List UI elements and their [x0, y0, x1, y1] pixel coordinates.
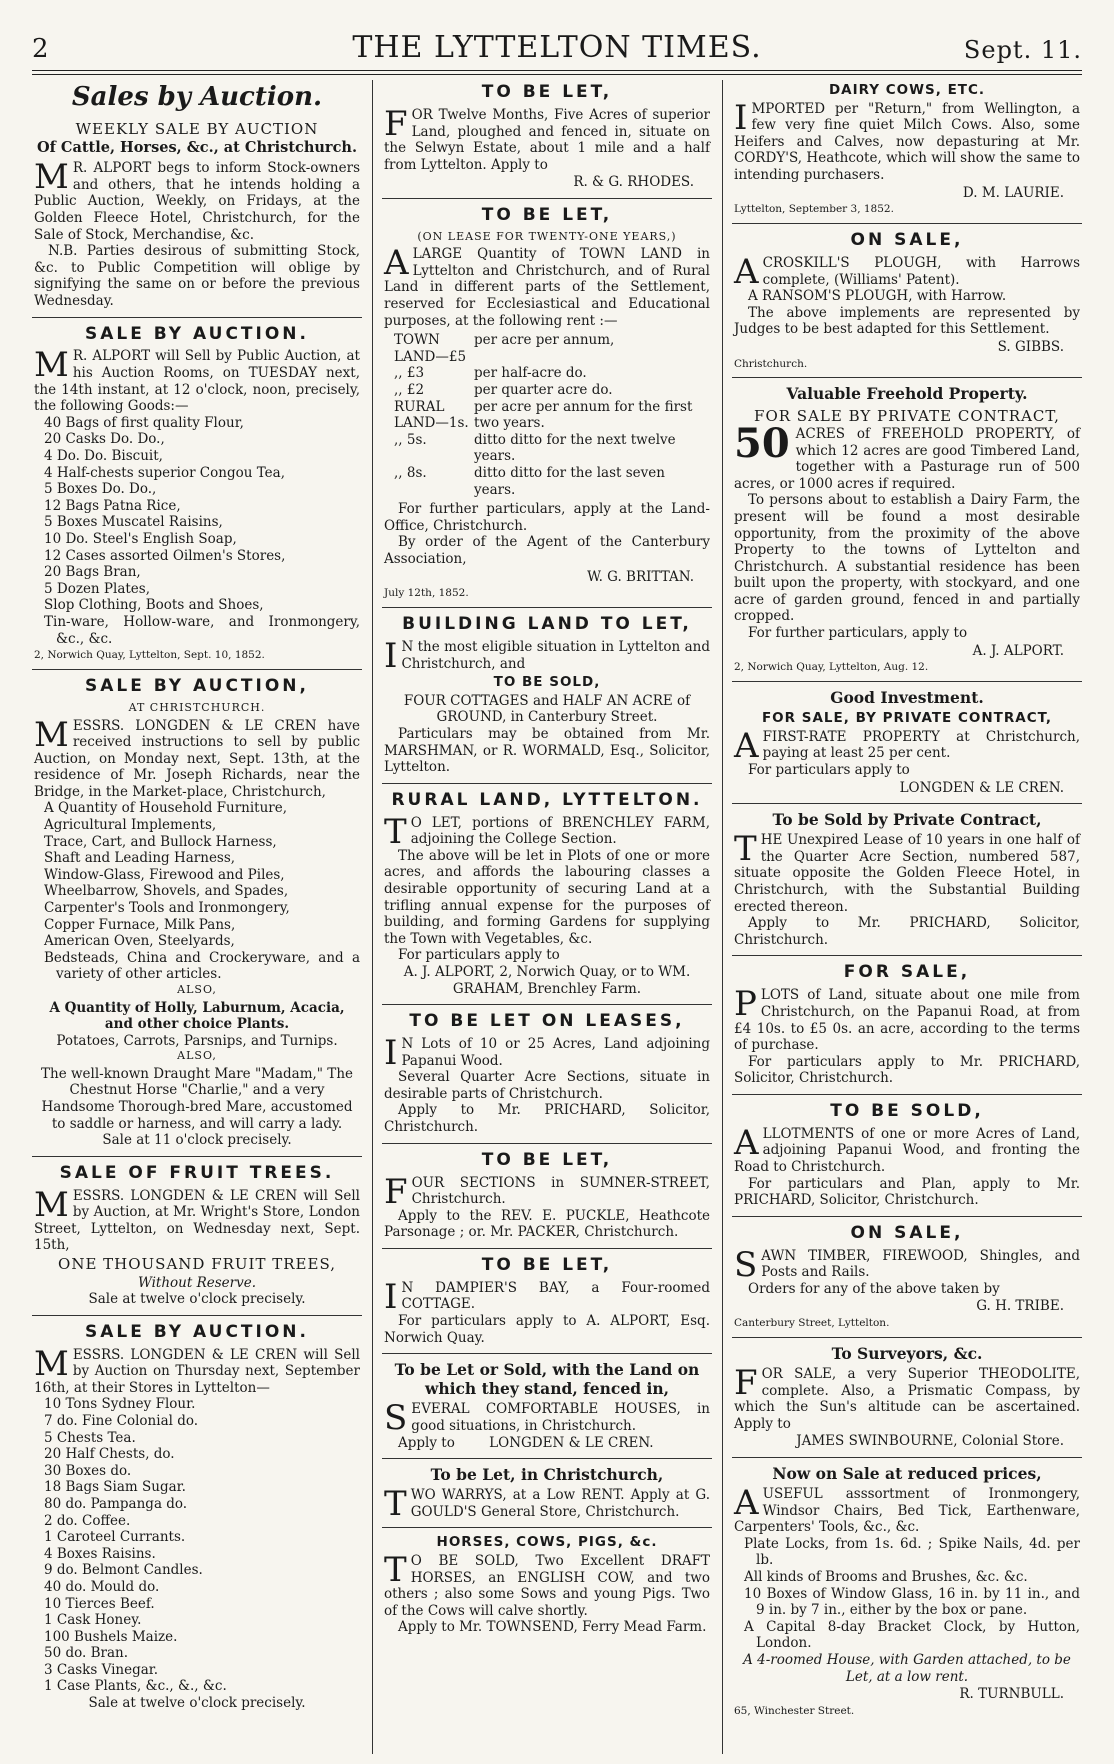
- ad-headline: ONE THOUSAND FRUIT TREES,: [58, 1255, 336, 1274]
- ad-body-3: The above implements are represented by Judges to be best adapted for this Settlement.: [734, 304, 1080, 338]
- list-item: 40 do. Mould do.: [44, 1578, 160, 1595]
- ad-apply: For particulars and Plan, apply to Mr. PRICHARD, Solicitor, Christchurch.: [734, 1175, 1080, 1209]
- ad-apply: For particulars apply to: [398, 947, 560, 964]
- ad-body: ACROSKILL'S PLOUGH, with Harrows complete, (Williams' Patent).: [734, 251, 1080, 292]
- ad-apply: Apply to Mr. PRICHARD, Solicitor, Christchurch.: [734, 915, 1080, 948]
- divider: [732, 223, 1082, 224]
- ad-body: FOR SALE, a very Superior THEODOLITE, complete. Also, a Prismatic Compass, by which the Sun's altitude can be ascertained. Apply to: [734, 1363, 1080, 1432]
- list-item: Copper Furnace, Milk Pans,: [44, 916, 236, 933]
- column-divider: [722, 80, 723, 1754]
- divider: [382, 1353, 712, 1354]
- ad-title: Good Investment.: [830, 688, 984, 708]
- ad-rural-land: [384, 790, 710, 997]
- ad-further: For further particulars, apply at the Land-Office, Christchurch.: [384, 501, 710, 534]
- ad-title: To be Let, in Christchurch,: [430, 1465, 664, 1485]
- ad-for-sale-plots: [734, 962, 1080, 1086]
- ad-title: To be Let or Sold, with the Land on which they stand, fenced in,: [394, 1360, 700, 1399]
- list-item: 12 Bags Patna Rice,: [44, 497, 181, 514]
- ad-signature: D. M. LAURIE.: [962, 184, 1064, 201]
- list-item: 7 do. Fine Colonial do.: [44, 1412, 199, 1429]
- rent-label: RURAL LAND—1s.: [394, 398, 469, 432]
- ad-signature: LONGDEN & LE CREN.: [489, 1434, 654, 1451]
- ad-body: THE Unexpired Lease of 10 years in one half of the Quarter Acre Section, numbered 587, situate opposite the Golden Fleece Hotel, in Christchurch, with the Substantial Building erected thereon.: [734, 829, 1080, 915]
- ad-footer: Canterbury Street, Lyttelton.: [734, 1317, 890, 1330]
- ad-title: TO BE LET,: [481, 1149, 613, 1170]
- divider: [32, 669, 362, 670]
- ad-to-be-let-selwyn: [384, 82, 710, 191]
- ad-signature: R. TURNBULL.: [959, 1686, 1064, 1703]
- list-item: A Quantity of Household Furniture,: [44, 800, 288, 817]
- divider: [382, 607, 712, 608]
- ad-let-on-leases: [384, 1011, 710, 1135]
- rent-value: ditto ditto for the next twelve years.: [474, 431, 676, 465]
- divider: [732, 1457, 1082, 1458]
- list-item: Agricultural Implements,: [44, 817, 217, 834]
- ad-apply-label: Apply to: [398, 1434, 455, 1451]
- list-item: American Oven, Steelyards,: [44, 933, 235, 950]
- ad-sale-by-auction-christchurch: [34, 676, 360, 1149]
- list-item: 10 Boxes of Window Glass, 16 in. by 11 in., and 9 in. by 7 in., either by the box or pane.: [744, 1585, 1080, 1619]
- ad-private-contract: [734, 810, 1080, 948]
- list-item: 20 Half Chests, do.: [44, 1446, 175, 1463]
- rent-value: per quarter acre do.: [474, 382, 613, 399]
- rent-row: [394, 332, 710, 365]
- ad-body: [734, 419, 1080, 492]
- ad-apply: For particulars apply to Mr. PRICHARD, Solicitor, Christchurch.: [734, 1053, 1080, 1087]
- ad-subtitle: Of Cattle, Horses, &c., at Christchurch.: [36, 139, 357, 157]
- list-item: 2 do. Coffee.: [44, 1512, 131, 1529]
- divider: [732, 1094, 1082, 1095]
- ad-houses: [384, 1360, 710, 1451]
- ad-title: TO BE LET,: [481, 204, 613, 225]
- ad-building-land: [384, 614, 710, 776]
- ad-title: TO BE SOLD,: [830, 1100, 984, 1121]
- ad-body: TO LET, portions of BRENCHLEY FARM, adjoining the College Section.: [384, 811, 710, 852]
- list-item: Wheelbarrow, Shovels, and Spades,: [44, 883, 289, 900]
- ad-body: MR. ALPORT will Sell by Public Auction, at his Auction Rooms, on TUESDAY next, the 14th instant, at 12 o'clock, noon, precisely, the following Goods:—: [34, 345, 360, 415]
- rent-row: [394, 432, 710, 465]
- ad-body: IN Lots of 10 or 25 Acres, Land adjoining Papanui Wood.: [384, 1033, 710, 1074]
- list-item: 5 Chests Tea.: [44, 1429, 136, 1446]
- list-item: 5 Boxes Muscatel Raisins,: [44, 514, 223, 531]
- list-item: 1 Cask Honey.: [44, 1612, 142, 1629]
- ad-body: MESSRS. LONGDEN & LE CREN will Sell by Auction, at Mr. Wright's Store, London Street, Lyttelton, on Wednesday next, Sept. 15th,: [34, 1184, 360, 1254]
- column-1: [32, 80, 362, 1756]
- masthead-rule: [32, 70, 1082, 71]
- column-2: [382, 80, 712, 1756]
- ad-title: BUILDING LAND TO LET,: [402, 614, 692, 635]
- list-item: 5 Dozen Plates,: [44, 580, 151, 597]
- ad-plough: [734, 230, 1080, 370]
- ad-order: By order of the Agent of the Canterbury Association,: [384, 534, 710, 567]
- ad-title: ON SALE,: [850, 1222, 964, 1243]
- ad-signature: JAMES SWINBOURNE, Colonial Store.: [796, 1433, 1064, 1450]
- list-item: 80 do. Pampanga do.: [44, 1495, 188, 1512]
- ad-body-2: The above will be let in Plots of one or more acres, and affords the labouring classes a desirable opportunity of securing Land at a trifling annual expense for the purposes of building, and forming Gardens for supplying the Town with Vegetables, &c.: [384, 847, 710, 947]
- divider: [732, 1337, 1082, 1338]
- ad-time: Sale at 11 o'clock precisely.: [102, 1132, 292, 1149]
- rent-value: per acre per annum,: [474, 332, 615, 349]
- ad-warrys: [384, 1465, 710, 1525]
- rent-label: ,, 5s.: [394, 431, 427, 448]
- also-label: ALSO,: [177, 983, 217, 996]
- ad-title: To be Sold by Private Contract,: [772, 810, 1042, 830]
- list-item: 9 do. Belmont Candles.: [44, 1562, 203, 1579]
- ad-horses: The well-known Draught Mare "Madam," The Chestnut Horse "Charlie," and a very Handsome Thorough-bred Mare, accustomed to saddle or harness, and will carry a lady.: [41, 1065, 353, 1132]
- ad-fruit-trees: [34, 1163, 360, 1308]
- ad-title: SALE OF FRUIT TREES.: [59, 1162, 335, 1183]
- list-item: Trace, Cart, and Bullock Harness,: [44, 833, 277, 850]
- ad-sawn-timber: [734, 1223, 1080, 1330]
- ad-weekly-sale: [34, 120, 360, 310]
- ad-body: MESSRS. LONGDEN & LE CREN have received instructions to sell by public Auction, on Monday next, Sept. 13th, at the residence of Mr. Joseph Richards, near the Bridge, in the Market-place, Christchurch,: [34, 714, 360, 800]
- ad-cottages: FOUR COTTAGES and HALF AN ACRE of GROUND, in Canterbury Street.: [403, 692, 691, 726]
- ad-sale-by-auction-alport: [34, 324, 360, 663]
- ad-body-2: Several Quarter Acre Sections, situate in desirable parts of Christchurch.: [384, 1069, 710, 1102]
- ad-signature: W. G. BRITTAN.: [587, 568, 694, 585]
- list-item: Slop Clothing, Boots and Shoes,: [44, 597, 264, 614]
- ad-body: FOR Twelve Months, Five Acres of superior Land, ploughed and fenced in, situate on the Selwyn Estate, about 1 mile and a half from Lyttelton. Apply to: [384, 103, 710, 173]
- ad-signature: R. & G. RHODES.: [573, 174, 694, 191]
- rent-row: [394, 382, 710, 399]
- ad-surveyors: [734, 1344, 1080, 1450]
- ad-sumner-street: [384, 1150, 710, 1241]
- masthead-rule-2: [32, 74, 1082, 75]
- column-3: [732, 80, 1082, 1756]
- list-item: 10 Do. Steel's English Soap,: [44, 531, 237, 548]
- ad-freehold-property: [734, 384, 1080, 674]
- list-item: 10 Tons Sydney Flour.: [44, 1396, 196, 1413]
- divider: [32, 1315, 362, 1316]
- section-heading: Sales by Auction.: [71, 82, 323, 112]
- ad-signature: A. J. ALPORT.: [972, 642, 1064, 659]
- list-item: 1 Case Plants, &c., &., &c.: [44, 1678, 227, 1695]
- also-label: ALSO,: [177, 1049, 217, 1063]
- ad-title: TO BE LET,: [481, 1254, 613, 1275]
- list-item: 30 Boxes do.: [44, 1462, 132, 1479]
- page-number: 2: [32, 34, 49, 64]
- ad-place: AT CHRISTCHURCH.: [128, 700, 266, 714]
- ad-subtitle: TO BE SOLD,: [493, 674, 601, 691]
- ad-apply: Apply to Mr. PRICHARD, Solicitor, Christchurch.: [384, 1102, 710, 1136]
- list-item: 40 Bags of first quality Flour,: [44, 414, 244, 431]
- list-item: 100 Bushels Maize.: [44, 1628, 178, 1645]
- ad-body: IN the most eligible situation in Lyttelton and Christchurch, and: [384, 635, 710, 676]
- rent-label: ,, £2: [394, 382, 425, 399]
- ad-body: AFIRST-RATE PROPERTY at Christchurch, paying at least 25 per cent.: [734, 725, 1080, 766]
- list-item: 20 Bags Bran,: [44, 564, 141, 581]
- ad-title: ON SALE,: [850, 230, 964, 251]
- list-item: 12 Cases assorted Oilmen's Stores,: [44, 547, 286, 564]
- ad-title: HORSES, COWS, PIGS, &c.: [436, 1534, 658, 1551]
- divider: [32, 317, 362, 318]
- ad-house: A 4-roomed House, with Garden attached, to be Let, at a low rent.: [743, 1651, 1071, 1685]
- list-item: Bedsteads, China and Crockeryware, and a variety of other articles.: [44, 949, 360, 983]
- ad-time: Sale at twelve o'clock precisely.: [88, 1695, 306, 1712]
- ad-title: Now on Sale at reduced prices,: [772, 1463, 1042, 1483]
- list-item: 20 Casks Do. Do.,: [44, 431, 165, 448]
- divider: [382, 783, 712, 784]
- ad-title: FOR SALE,: [843, 962, 971, 983]
- rent-label: ,, 8s.: [394, 465, 427, 482]
- ad-footer: 2, Norwich Quay, Lyttelton, Aug. 12.: [734, 661, 929, 674]
- ad-body: MR. ALPORT begs to inform Stock-owners and others, that he intends holding a Public Auction, Weekly, on Fridays, at the Golden Fleece Hotel, Christchurch, for the Sale of Stock, Merchandise, &c.: [34, 157, 360, 243]
- ad-apply: Apply to the REV. E. PUCKLE, Heathcote Parsonage ; or. Mr. PACKER, Christchurch.: [384, 1207, 710, 1241]
- list-item: Tin-ware, Hollow-ware, and Ironmongery, &c., &c.: [44, 613, 360, 647]
- list-item: 5 Boxes Do. Do.,: [44, 481, 157, 498]
- divider: [732, 803, 1082, 804]
- ad-plants: A Quantity of Holly, Laburnum, Acacia, and other choice Plants.: [49, 999, 345, 1033]
- rent-value: ditto ditto for the last seven years.: [474, 465, 665, 498]
- ad-body: SAWN TIMBER, FIREWOOD, Shingles, and Posts and Rails.: [734, 1244, 1080, 1285]
- rent-row: [394, 399, 710, 432]
- divider: [382, 1527, 712, 1528]
- ad-vegetables: Potatoes, Carrots, Parsnips, and Turnips.: [56, 1032, 338, 1049]
- ad-signature: S. GIBBS.: [997, 338, 1064, 355]
- ad-dampiers-bay: [384, 1255, 710, 1346]
- rent-value: per half-acre do.: [474, 365, 587, 382]
- ad-allotments: [734, 1101, 1080, 1209]
- ad-sale-by-auction-stores: [34, 1322, 360, 1712]
- ad-body: ALLOTMENTS of one or more Acres of Land, adjoining Papanui Wood, and fronting the Road to Christchurch.: [734, 1122, 1080, 1175]
- divider: [732, 955, 1082, 956]
- ad-body-text: ACRES of FREEHOLD PROPERTY, of which 12 acres are good Timbered Land, together with a Pasturage run of 500 acres, or 1000 acres if required.: [734, 425, 1080, 492]
- ad-signature: LONGDEN & LE CREN.: [899, 779, 1064, 796]
- ad-title: RURAL LAND, LYTTELTON.: [391, 789, 703, 810]
- ad-body: MESSRS. LONGDEN & LE CREN will Sell by Auction on Thursday next, September 16th, at their Stores in Lyttelton—: [34, 1343, 360, 1396]
- divider: [732, 681, 1082, 682]
- ad-dairy-cows: [734, 82, 1080, 216]
- ad-reserve: Without Reserve.: [137, 1274, 257, 1291]
- ad-subtitle: FOR SALE BY PRIVATE CONTRACT,: [754, 406, 1060, 425]
- ad-title: To Surveyors, &c.: [831, 1343, 983, 1363]
- list-item: 3 Casks Vinegar.: [44, 1661, 159, 1678]
- ad-subtitle: (ON LEASE FOR TWENTY-ONE YEARS,): [417, 229, 677, 243]
- ad-title: WEEKLY SALE BY AUCTION: [75, 119, 319, 138]
- list-item: Window-Glass, Firewood and Piles,: [44, 866, 285, 883]
- ad-body: TO BE SOLD, Two Excellent DRAFT HORSES, an ENGLISH COW, and two others ; also some Sows and young Pigs. Two of the Cows will calve shortly.: [384, 1549, 710, 1619]
- ad-body: IN DAMPIER'S BAY, a Four-roomed COTTAGE.: [384, 1276, 710, 1317]
- divider: [32, 1156, 362, 1157]
- list-item: 18 Bags Siam Sugar.: [44, 1479, 186, 1496]
- ad-to-be-let-lease: [384, 205, 710, 600]
- ad-subtitle: FOR SALE, BY PRIVATE CONTRACT,: [761, 710, 1053, 727]
- ad-footer: 65, Winchester Street.: [734, 1704, 855, 1717]
- list-item: Plate Locks, from 1s. 6d. ; Spike Nails, 4d. per lb.: [744, 1535, 1080, 1569]
- ad-title: SALE BY AUCTION.: [85, 1321, 309, 1342]
- divider: [382, 1248, 712, 1249]
- ad-title: TO BE LET,: [481, 82, 613, 102]
- ad-title: Valuable Freehold Property.: [786, 384, 1028, 404]
- ad-ironmongery: [734, 1464, 1080, 1718]
- ad-body-2: To persons about to establish a Dairy Farm, the present will be found a most desirable opportunity, from the proximity of the above Property to the towns of Lyttelton and Christchurch. A substantial residence has been built upon the property, with stockyard, and one acre of garden ground, fenced in and partially cropped.: [734, 492, 1080, 625]
- list-item: 4 Boxes Raisins.: [44, 1545, 156, 1562]
- list-item: 1 Caroteel Currants.: [44, 1529, 186, 1546]
- ad-footer: 2, Norwich Quay, Lyttelton, Sept. 10, 1852.: [34, 649, 265, 662]
- divider: [382, 1004, 712, 1005]
- ad-apply: For further particulars, apply to: [748, 625, 968, 642]
- rent-row: [394, 365, 710, 382]
- divider: [732, 377, 1082, 378]
- rent-label: TOWN LAND—£5: [394, 332, 467, 365]
- ad-body-2: A RANSOM'S PLOUGH, with Harrow.: [748, 288, 1007, 305]
- ad-body: AUSEFUL asssortment of Ironmongery, Windsor Chairs, Bed Tick, Earthenware, Carpenters' Tools, &c., &c.: [734, 1483, 1080, 1536]
- list-item: 50 do. Bran.: [44, 1645, 128, 1662]
- acreage-figure: 50: [734, 419, 790, 467]
- ad-particulars: Particulars may be obtained from Mr. MARSHMAN, or R. WORMALD, Esq., Solicitor, Lyttelton.: [384, 725, 710, 776]
- rent-label: ,, £3: [394, 365, 425, 382]
- list-item: 10 Tierces Beef.: [44, 1595, 155, 1612]
- ad-title: TO BE LET ON LEASES,: [409, 1011, 685, 1032]
- ad-body: TWO WARRYS, at a Low RENT. Apply at G. GOULD'S General Store, Christchurch.: [384, 1484, 710, 1525]
- divider: [382, 198, 712, 199]
- ad-date: Lyttelton, September 3, 1852.: [734, 203, 894, 216]
- ad-apply: For particulars apply to A. ALPORT, Esq. Norwich Quay.: [384, 1313, 710, 1346]
- ad-date: July 12th, 1852.: [384, 587, 469, 600]
- ad-place: Christchurch.: [734, 357, 808, 370]
- ad-body: PLOTS of Land, situate about one mile from Christchurch, on the Papanui Road, at from £4 10s. to £5 0s. an acre, according to the terms of purchase.: [734, 984, 1080, 1054]
- ad-body: IMPORTED per "Return," from Wellington, a few very fine quiet Milch Cows. Also, some Heifers and Calves, now depasturing at Mr. CORDY'S, Heathcote, which will show the same to intending purchasers.: [734, 97, 1080, 183]
- ad-body: FOUR SECTIONS in SUMNER-STREET, Christchurch.: [384, 1171, 710, 1212]
- ad-title: SALE BY AUCTION.: [85, 323, 309, 344]
- list-item: 4 Half-chests superior Congou Tea,: [44, 464, 286, 481]
- rent-terms: [394, 332, 710, 498]
- rent-value: per acre per annum for the first two years.: [474, 398, 693, 432]
- ad-horses-cows-pigs: [384, 1534, 710, 1636]
- ad-apply: Apply to Mr. TOWNSEND, Ferry Mead Farm.: [398, 1619, 707, 1636]
- ad-body: SEVERAL COMFORTABLE HOUSES, in good situations, in Christchurch.: [384, 1398, 710, 1439]
- ad-title: DAIRY COWS, ETC.: [828, 82, 986, 98]
- masthead: [32, 28, 1082, 68]
- ad-signature: G. H. TRIBE.: [976, 1298, 1064, 1315]
- divider: [382, 1143, 712, 1144]
- ad-apply: [384, 1435, 710, 1452]
- list-item: A Capital 8-day Bracket Clock, by Hutton, London.: [744, 1618, 1080, 1652]
- paper-title: THE LYTTELTON TIMES.: [352, 30, 762, 65]
- list-item: All kinds of Brooms and Brushes, &c. &c.: [744, 1569, 1028, 1585]
- ad-title: SALE BY AUCTION,: [85, 676, 309, 697]
- ad-time: Sale at twelve o'clock precisely.: [88, 1291, 306, 1308]
- ad-body-2: Orders for any of the above taken by: [748, 1280, 1000, 1297]
- list-item: Carpenter's Tools and Ironmongery,: [44, 900, 290, 917]
- ad-signature: A. J. ALPORT, 2, Norwich Quay, or to WM. GRAHAM, Brenchley Farm.: [403, 963, 691, 997]
- divider: [732, 1216, 1082, 1217]
- issue-date: Sept. 11.: [963, 36, 1082, 64]
- ad-note: N.B. Parties desirous of submitting Stock, &c. to Public Competition will oblige by signifying the same on or before the previous Wednesday.: [34, 243, 360, 309]
- divider: [382, 1458, 712, 1459]
- column-divider: [372, 80, 373, 1754]
- ad-apply: For particulars apply to: [748, 762, 910, 778]
- ad-body: ALARGE Quantity of TOWN LAND in Lyttelton and Christchurch, and of Rural Land in different parts of the Settlement, reserved for Ecclesiastical and Educational purposes, at the following rent :—: [384, 243, 710, 329]
- rent-row: [394, 465, 710, 498]
- ad-good-investment: [734, 688, 1080, 796]
- list-item: 4 Do. Do. Biscuit,: [44, 448, 163, 465]
- list-item: Shaft and Leading Harness,: [44, 850, 236, 867]
